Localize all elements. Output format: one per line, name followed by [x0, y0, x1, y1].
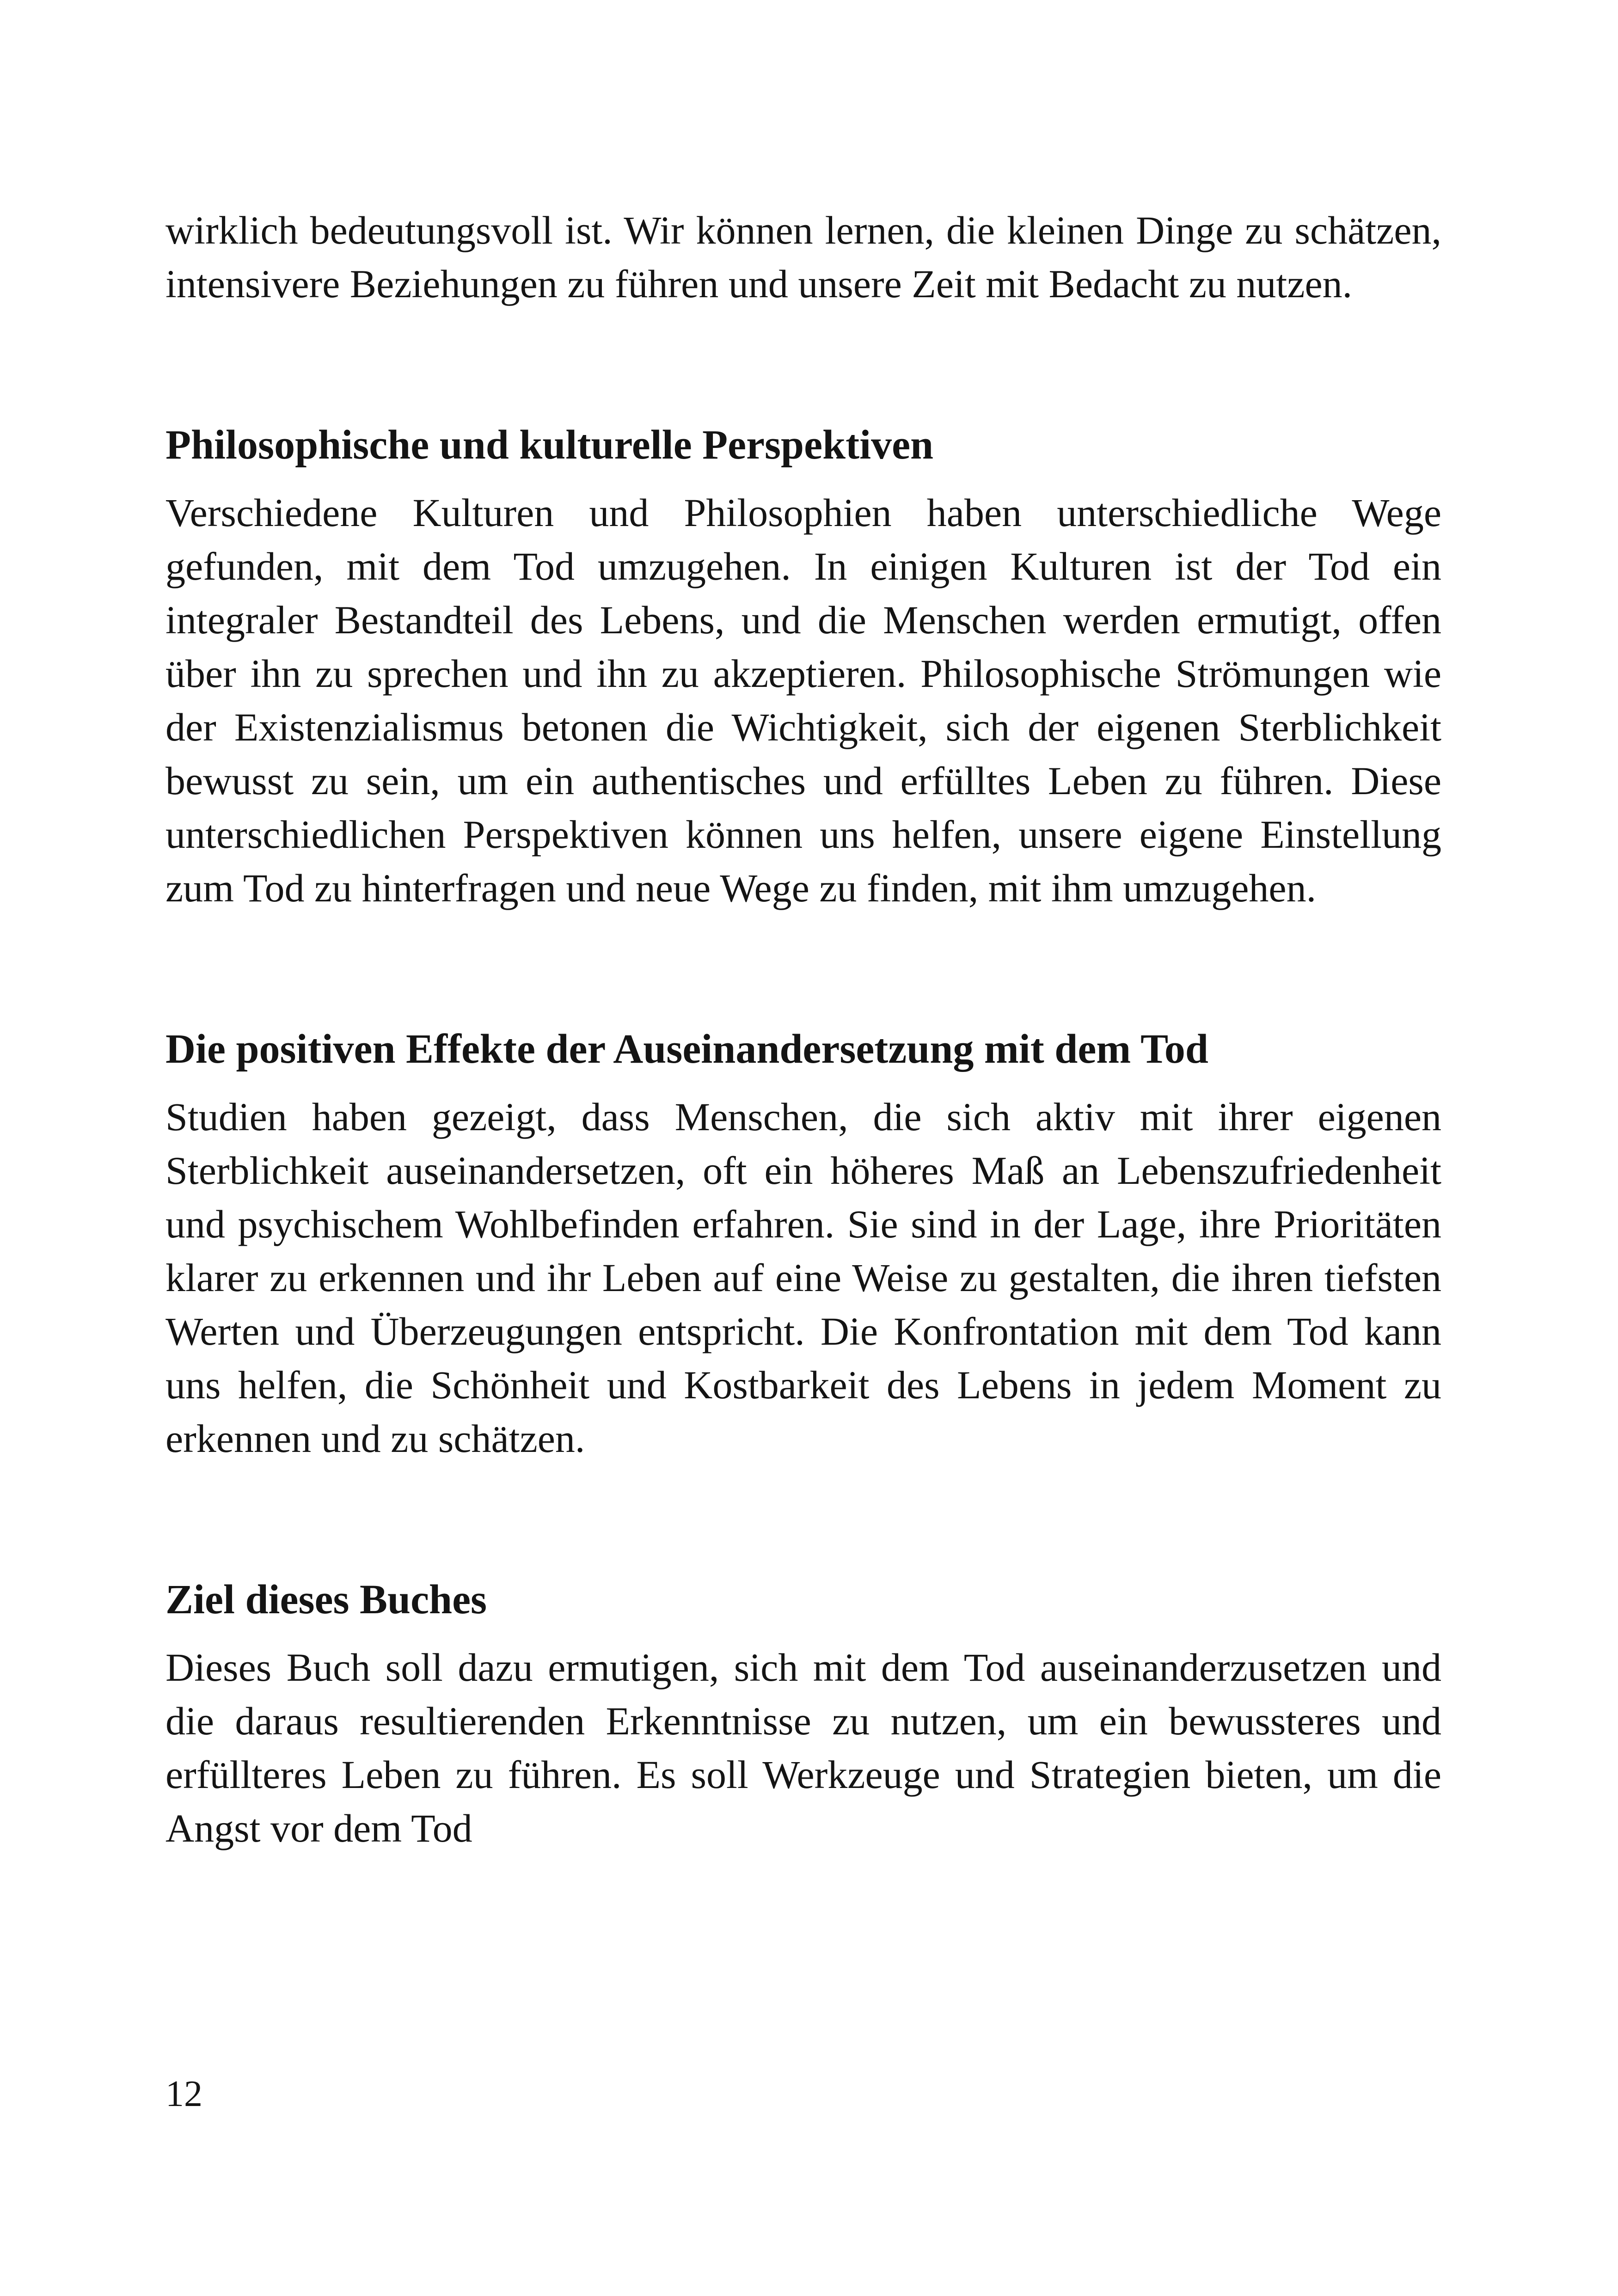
section-spacer: [165, 915, 1441, 1022]
heading-spacer: [165, 1076, 1441, 1090]
section-paragraph-philosophy: Verschiedene Kulturen und Philosophien haben unterschiedliche Wege gefunden, mit dem Tod umzugehen. In einigen Kulturen ist der Tod ein integraler Bestandteil des Lebens, und die Menschen werden ermutigt, offen über ihn zu sprechen und ihn zu akzeptieren. Philosophische Strömungen wie der Existenzialismus betonen die Wichtigkeit, sich der eigenen Sterblichkeit bewusst zu sein, um ein authentisches und erfülltes Leben zu führen. Diese unterschiedlichen Perspektiven können uns helfen, unsere eigene Einstellung zum Tod zu hinterfragen und neue Wege zu finden, mit ihm umzugehen.: [165, 490, 1441, 910]
section-spacer: [165, 1465, 1441, 1573]
intro-paragraph: wirklich bedeutungsvoll ist. Wir können lernen, die kleinen Dinge zu schätzen, intensivere Beziehungen zu führen und unsere Zeit mit Bedacht zu nutzen.: [165, 208, 1441, 306]
page-number: 12: [165, 2074, 202, 2114]
page-body: [165, 203, 1441, 1855]
section-spacer: [165, 311, 1441, 418]
section-heading-philosophy: Philosophische und kulturelle Perspektiven: [165, 422, 934, 468]
section-paragraph-positive-effects: Studien haben gezeigt, dass Menschen, die sich aktiv mit ihrer eigenen Sterblichkeit auseinandersetzen, oft ein höheres Maß an Lebenszufriedenheit und psychischem Wohlbefinden erfahren. Sie sind in der Lage, ihre Prioritäten klarer zu erkennen und ihr Leben auf eine Weise zu gestalten, die ihren tiefsten Werten und Überzeugungen entspricht. Die Konfrontation mit dem Tod kann uns helfen, die Schönheit und Kostbarkeit des Lebens in jedem Moment zu erkennen und zu schätzen.: [165, 1095, 1441, 1461]
section-heading-positive-effects: Die positiven Effekte der Auseinandersetzung mit dem Tod: [165, 1026, 1208, 1072]
section-heading-book-goal: Ziel dieses Buches: [165, 1577, 487, 1623]
section-paragraph-book-goal: Dieses Buch soll dazu ermutigen, sich mit dem Tod auseinanderzusetzen und die daraus resultierenden Erkenntnisse zu nutzen, um ein bewussteres und erfüllteres Leben zu führen. Es soll Werkzeuge und Strategien bieten, um die Angst vor dem Tod: [165, 1645, 1441, 1850]
heading-spacer: [165, 1627, 1441, 1641]
heading-spacer: [165, 472, 1441, 486]
